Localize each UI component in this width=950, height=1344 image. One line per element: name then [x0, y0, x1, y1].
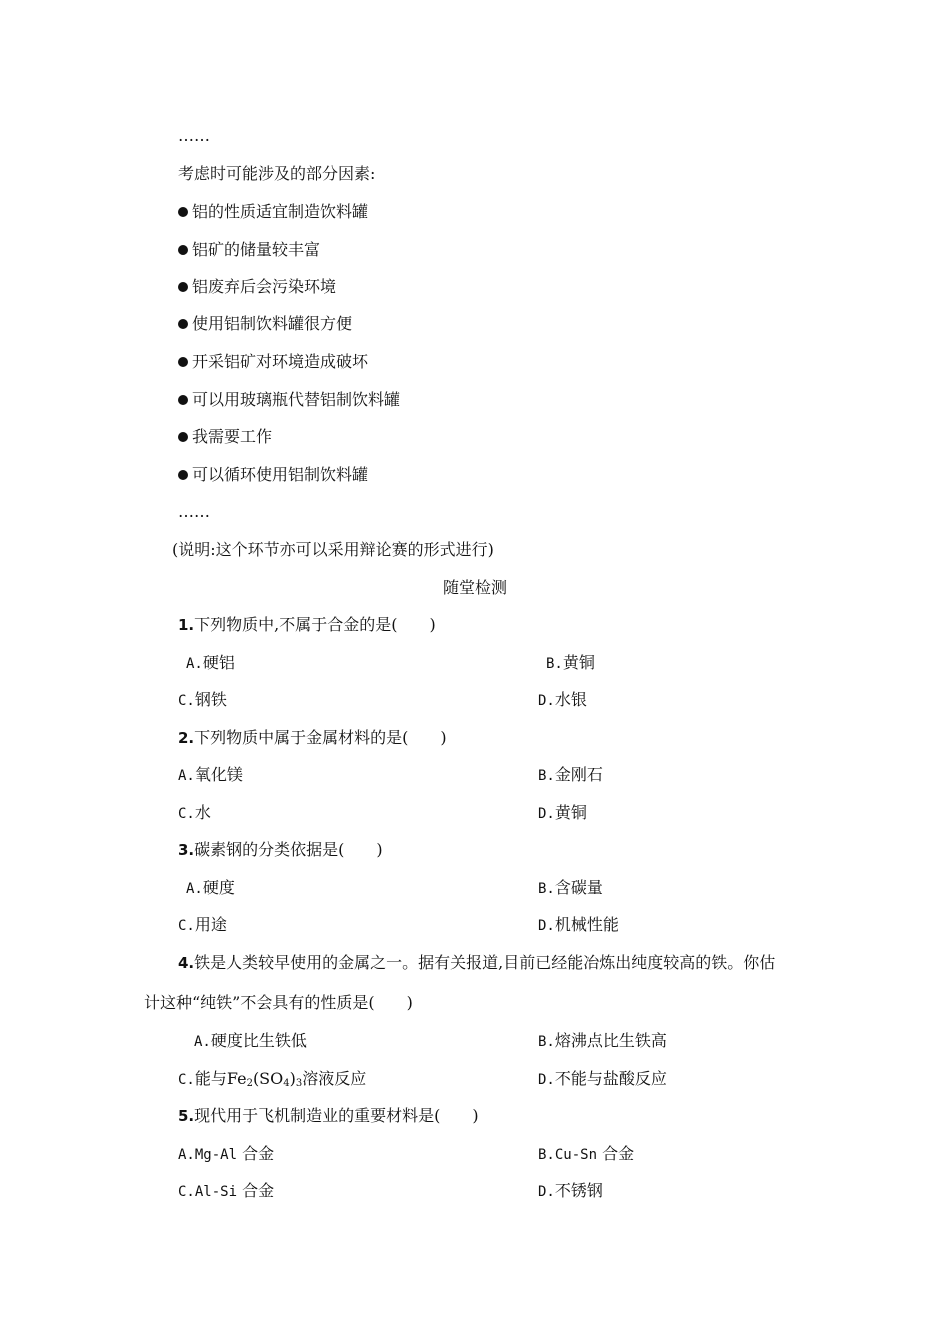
question-1: 1.下列物质中,不属于合金的是( ) [178, 615, 436, 634]
factor-item: 我需要工作 [178, 427, 272, 447]
q1-option-a: A.硬铝 [186, 653, 235, 672]
factor-item: 铝矿的储量较丰富 [178, 240, 320, 260]
q2-option-d: D.黄铜 [538, 803, 587, 822]
q5-option-d: D.不锈钢 [538, 1181, 603, 1200]
factors-heading: 考虑时可能涉及的部分因素: [178, 164, 376, 183]
question-4: 4.铁是人类较早使用的金属之一。据有关报道,目前已经能冶炼出纯度较高的铁。你估 [178, 953, 776, 972]
factor-item: 可以用玻璃瓶代替铝制饮料罐 [178, 390, 400, 410]
q4-option-b: B.熔沸点比生铁高 [538, 1031, 667, 1050]
bullet-icon [178, 319, 188, 329]
q1-option-d: D.水银 [538, 690, 587, 709]
q3-option-d: D.机械性能 [538, 915, 619, 934]
factor-item: 铝废弃后会污染环境 [178, 277, 336, 297]
bullet-icon [178, 357, 188, 367]
q5-option-a: A.Mg-Al 合金 [178, 1144, 275, 1163]
question-4-continued: 计这种“纯铁”不会具有的性质是( ) [144, 993, 413, 1012]
section-title: 随堂检测 [443, 578, 508, 597]
note: (说明:这个环节亦可以采用辩论赛的形式进行) [172, 540, 494, 559]
bullet-icon [178, 395, 188, 405]
bullet-icon [178, 432, 188, 442]
q3-option-b: B.含碳量 [538, 878, 603, 897]
bullet-icon [178, 470, 188, 480]
q2-option-c: C.水 [178, 803, 211, 822]
bullet-icon [178, 245, 188, 255]
factor-item: 铝的性质适宜制造饮料罐 [178, 202, 368, 222]
q4-option-a: A.硬度比生铁低 [194, 1031, 307, 1050]
factor-item: 开采铝矿对环境造成破坏 [178, 352, 368, 372]
q4-option-d: D.不能与盐酸反应 [538, 1069, 667, 1088]
ellipsis-bottom: …… [178, 502, 210, 521]
q5-option-b: B.Cu-Sn 合金 [538, 1144, 635, 1163]
q1-option-b: B.黄铜 [546, 653, 595, 672]
q2-option-a: A.氧化镁 [178, 765, 243, 784]
q4-option-c: C.能与$Fe_2(SO_4)_3$溶液反应 [178, 1069, 367, 1089]
ellipsis-top: …… [178, 126, 210, 145]
q2-option-b: B.金刚石 [538, 765, 603, 784]
question-5: 5.现代用于飞机制造业的重要材料是( ) [178, 1106, 479, 1125]
factor-item: 可以循环使用铝制饮料罐 [178, 465, 368, 485]
q3-option-a: A.硬度 [186, 878, 235, 897]
question-2: 2.下列物质中属于金属材料的是( ) [178, 728, 447, 747]
q1-option-c: C.钢铁 [178, 690, 227, 709]
bullet-icon [178, 207, 188, 217]
bullet-icon [178, 282, 188, 292]
q5-option-c: C.Al-Si 合金 [178, 1181, 275, 1200]
q3-option-c: C.用途 [178, 915, 227, 934]
question-3: 3.碳素钢的分类依据是( ) [178, 840, 383, 859]
factor-item: 使用铝制饮料罐很方便 [178, 314, 352, 334]
